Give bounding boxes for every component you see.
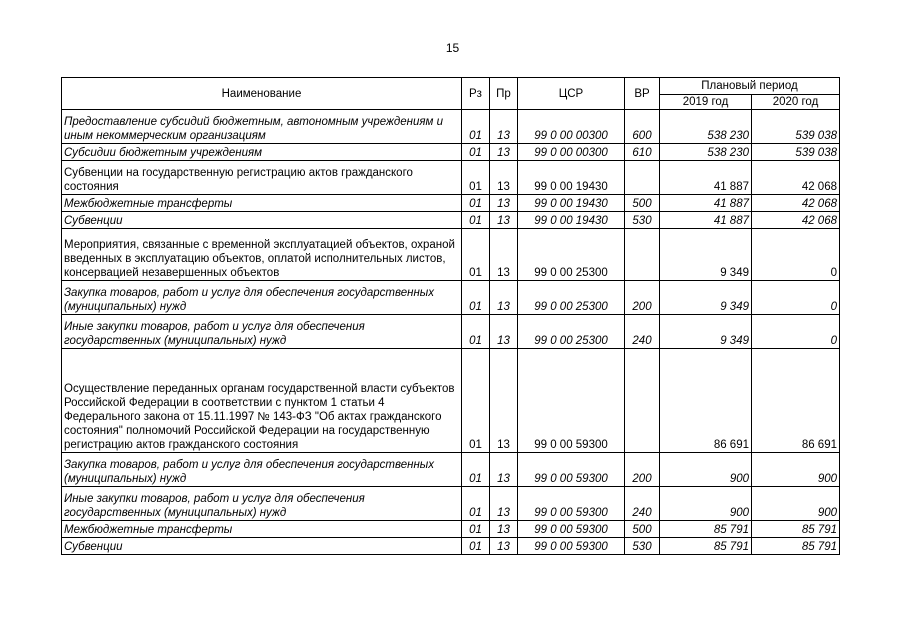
row-rz-cell: 01	[462, 349, 490, 453]
row-csr-cell: 99 0 00 59300	[518, 349, 625, 453]
row-csr-cell: 99 0 00 59300	[518, 487, 625, 521]
table-body	[62, 110, 840, 555]
row-name-cell: Субвенции на государственную регистрацию актов гражданского состояния	[62, 161, 462, 195]
row-2020-cell: 0	[752, 315, 840, 349]
row-rz-cell: 01	[462, 487, 490, 521]
row-2019-cell: 900	[660, 487, 752, 521]
row-name-cell: Межбюджетные трансферты	[62, 195, 462, 212]
row-2019-cell: 85 791	[660, 538, 752, 555]
row-vr-cell	[625, 349, 660, 453]
row-name-cell: Предоставление субсидий бюджетным, автономным учреждениям и иным некоммерческим организациям	[62, 110, 462, 144]
row-pr-cell: 13	[490, 144, 518, 161]
row-rz-cell: 01	[462, 229, 490, 281]
row-2020-cell: 42 068	[752, 195, 840, 212]
row-csr-cell: 99 0 00 25300	[518, 315, 625, 349]
row-rz-cell: 01	[462, 144, 490, 161]
row-name-cell: Субвенции	[62, 538, 462, 555]
row-name-cell: Иные закупки товаров, работ и услуг для обеспечения государственных (муниципальных) нужд	[62, 315, 462, 349]
row-pr-cell: 13	[490, 229, 518, 281]
row-2020-cell: 42 068	[752, 161, 840, 195]
row-csr-cell: 99 0 00 19430	[518, 161, 625, 195]
table-row	[62, 161, 840, 195]
row-csr-cell: 99 0 00 59300	[518, 453, 625, 487]
row-2020-cell: 539 038	[752, 110, 840, 144]
table-row	[62, 349, 840, 453]
row-rz-cell: 01	[462, 281, 490, 315]
row-vr-cell: 600	[625, 110, 660, 144]
row-csr-cell: 99 0 00 59300	[518, 521, 625, 538]
header-year-2019: 2019 год	[660, 95, 752, 110]
row-2020-cell: 900	[752, 487, 840, 521]
row-vr-cell: 240	[625, 315, 660, 349]
row-2019-cell: 538 230	[660, 110, 752, 144]
row-vr-cell: 500	[625, 195, 660, 212]
row-rz-cell: 01	[462, 538, 490, 555]
header-pr: Пр	[490, 78, 518, 110]
row-csr-cell: 99 0 00 59300	[518, 538, 625, 555]
row-vr-cell: 200	[625, 453, 660, 487]
row-vr-cell: 530	[625, 212, 660, 229]
row-csr-cell: 99 0 00 00300	[518, 144, 625, 161]
header-name: Наименование	[62, 78, 462, 110]
row-csr-cell: 99 0 00 19430	[518, 195, 625, 212]
row-rz-cell: 01	[462, 521, 490, 538]
row-csr-cell: 99 0 00 25300	[518, 281, 625, 315]
row-csr-cell: 99 0 00 25300	[518, 229, 625, 281]
row-2019-cell: 900	[660, 453, 752, 487]
row-pr-cell: 13	[490, 212, 518, 229]
header-plan-period: Плановый период	[660, 78, 840, 95]
header-year-2020: 2020 год	[752, 95, 840, 110]
row-2020-cell: 539 038	[752, 144, 840, 161]
row-pr-cell: 13	[490, 349, 518, 453]
row-pr-cell: 13	[490, 195, 518, 212]
row-rz-cell: 01	[462, 110, 490, 144]
row-2019-cell: 85 791	[660, 521, 752, 538]
table-row	[62, 521, 840, 538]
row-rz-cell: 01	[462, 212, 490, 229]
row-name-cell: Субвенции	[62, 212, 462, 229]
row-2020-cell: 0	[752, 281, 840, 315]
row-2019-cell: 9 349	[660, 281, 752, 315]
row-2020-cell: 85 791	[752, 538, 840, 555]
row-pr-cell: 13	[490, 161, 518, 195]
row-name-cell: Иные закупки товаров, работ и услуг для обеспечения государственных (муниципальных) нужд	[62, 487, 462, 521]
row-pr-cell: 13	[490, 453, 518, 487]
row-2019-cell: 538 230	[660, 144, 752, 161]
row-vr-cell: 240	[625, 487, 660, 521]
row-name-cell: Закупка товаров, работ и услуг для обеспечения государственных (муниципальных) нужд	[62, 281, 462, 315]
row-vr-cell: 610	[625, 144, 660, 161]
row-rz-cell: 01	[462, 315, 490, 349]
row-name-cell: Осуществление переданных органам государственной власти субъектов Российской Федерации в соответствии с пунктом 1 статьи 4 Федерального закона от 15.11.1997 № 143-ФЗ "Об актах гражданского состояния" полномочий Российской Федерации на государственную регистрацию актов гражданского состояния	[62, 349, 462, 453]
row-vr-cell: 500	[625, 521, 660, 538]
row-2019-cell: 41 887	[660, 195, 752, 212]
row-csr-cell: 99 0 00 19430	[518, 212, 625, 229]
row-name-cell: Закупка товаров, работ и услуг для обеспечения государственных (муниципальных) нужд	[62, 453, 462, 487]
row-2020-cell: 0	[752, 229, 840, 281]
row-2019-cell: 41 887	[660, 212, 752, 229]
row-2020-cell: 85 791	[752, 521, 840, 538]
row-csr-cell: 99 0 00 00300	[518, 110, 625, 144]
table-row	[62, 453, 840, 487]
row-2019-cell: 9 349	[660, 229, 752, 281]
table-row	[62, 212, 840, 229]
table-row	[62, 538, 840, 555]
budget-table	[61, 77, 840, 555]
row-vr-cell: 200	[625, 281, 660, 315]
table-row	[62, 229, 840, 281]
row-2020-cell: 42 068	[752, 212, 840, 229]
header-csr: ЦСР	[518, 78, 625, 110]
header-vr: ВР	[625, 78, 660, 110]
row-pr-cell: 13	[490, 315, 518, 349]
row-pr-cell: 13	[490, 110, 518, 144]
row-name-cell: Мероприятия, связанные с временной эксплуатацией объектов, охраной введенных в эксплуатацию объектов, оплатой исполнительных листов, консервацией незавершенных объектов	[62, 229, 462, 281]
header-rz: Рз	[462, 78, 490, 110]
row-2019-cell: 9 349	[660, 315, 752, 349]
header-row	[62, 78, 840, 95]
row-name-cell: Межбюджетные трансферты	[62, 521, 462, 538]
table-row	[62, 195, 840, 212]
row-pr-cell: 13	[490, 538, 518, 555]
row-vr-cell: 530	[625, 538, 660, 555]
row-pr-cell: 13	[490, 487, 518, 521]
row-2019-cell: 41 887	[660, 161, 752, 195]
table-row	[62, 144, 840, 161]
row-2019-cell: 86 691	[660, 349, 752, 453]
table-row	[62, 315, 840, 349]
row-2020-cell: 900	[752, 453, 840, 487]
row-2020-cell: 86 691	[752, 349, 840, 453]
row-rz-cell: 01	[462, 195, 490, 212]
row-pr-cell: 13	[490, 521, 518, 538]
table-row	[62, 487, 840, 521]
row-name-cell: Субсидии бюджетным учреждениям	[62, 144, 462, 161]
row-rz-cell: 01	[462, 453, 490, 487]
table-row	[62, 110, 840, 144]
row-rz-cell: 01	[462, 161, 490, 195]
page-number: 15	[445, 41, 460, 55]
row-vr-cell	[625, 229, 660, 281]
row-vr-cell	[625, 161, 660, 195]
table-row	[62, 281, 840, 315]
row-pr-cell: 13	[490, 281, 518, 315]
